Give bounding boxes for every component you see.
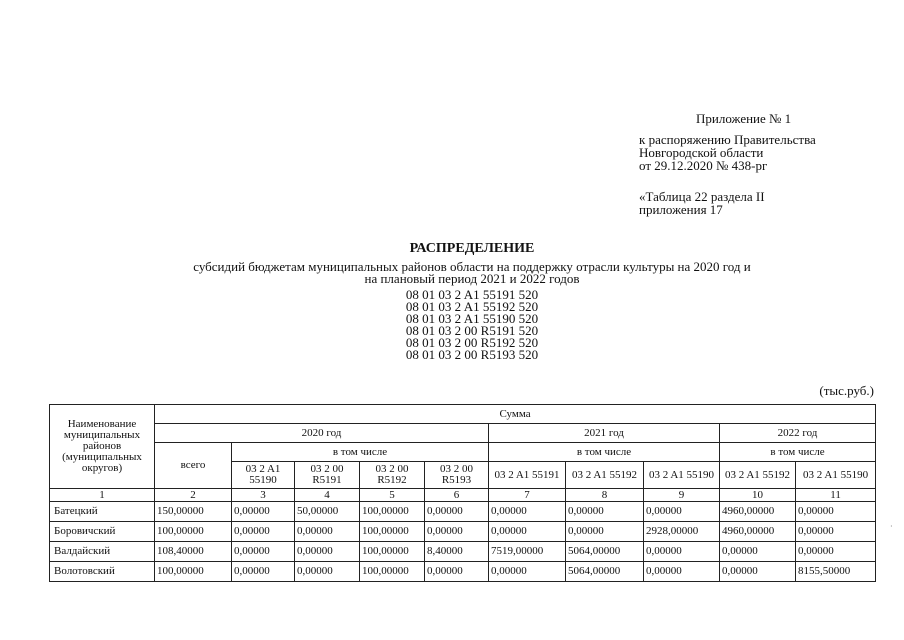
column-number: 7 — [489, 489, 566, 502]
year-2020-header: 2020 год — [155, 424, 489, 443]
sum-header: Сумма — [155, 405, 876, 424]
amount-cell: 100,00000 — [360, 562, 425, 582]
amount-cell: 0,00000 — [720, 542, 796, 562]
budget-code: 08 01 03 2 00 R5192 520 — [405, 335, 539, 350]
table-row — [50, 542, 876, 562]
amount-cell: 0,00000 — [425, 502, 489, 522]
amount-cell: 4960,00000 — [720, 522, 796, 542]
amount-cell: 0,00000 — [232, 522, 295, 542]
column-number: 2 — [155, 489, 232, 502]
distribution-table — [49, 404, 876, 582]
amount-cell: 100,00000 — [360, 522, 425, 542]
amount-cell: 100,00000 — [360, 542, 425, 562]
column-number: 11 — [796, 489, 876, 502]
code-header: 03 2 A1 55192 — [566, 462, 644, 489]
amount-cell: 0,00000 — [796, 542, 876, 562]
amount-cell: 8,40000 — [425, 542, 489, 562]
amount-cell: 0,00000 — [644, 502, 720, 522]
appendix-number: Приложение № 1 — [696, 111, 792, 126]
table-row — [50, 502, 876, 522]
appendix-block — [639, 112, 816, 216]
subtitle-line: субсидий бюджетам муниципальных районов области на поддержку отрасли культуры на 2020 год и — [193, 259, 751, 274]
order-line: от 29.12.2020 № 438-рг — [639, 158, 768, 173]
column-number-row — [50, 489, 876, 502]
table-row — [50, 522, 876, 542]
amount-cell: 0,00000 — [232, 562, 295, 582]
year-2021-header: 2021 год — [489, 424, 720, 443]
amount-cell: 7519,00000 — [489, 542, 566, 562]
amount-cell: 0,00000 — [232, 502, 295, 522]
amount-cell: 0,00000 — [566, 502, 644, 522]
scan-speck: · — [890, 522, 893, 531]
amount-cell: 0,00000 — [644, 562, 720, 582]
units-label: (тыс.руб.) — [819, 383, 874, 398]
amount-cell: 100,00000 — [155, 562, 232, 582]
column-number: 1 — [50, 489, 155, 502]
code-header: 03 2 A1 55190 — [644, 462, 720, 489]
order-line: Новгородской области — [639, 145, 764, 160]
amount-cell: 4960,00000 — [720, 502, 796, 522]
amount-cell: 150,00000 — [155, 502, 232, 522]
budget-code: 08 01 03 2 00 R5193 520 — [405, 347, 539, 362]
amount-cell: 0,00000 — [644, 542, 720, 562]
amount-cell: 2928,00000 — [644, 522, 720, 542]
amount-cell: 0,00000 — [295, 542, 360, 562]
district-name: Боровичский — [50, 522, 155, 542]
table-ref-line: приложения 17 — [639, 202, 723, 217]
budget-code: 08 01 03 2 A1 55192 520 — [405, 299, 539, 314]
budget-code: 08 01 03 2 00 R5191 520 — [405, 323, 539, 338]
subtitle-line: на плановый период 2021 и 2022 годов — [364, 271, 580, 286]
column-number: 4 — [295, 489, 360, 502]
title-subtitle — [0, 261, 904, 285]
amount-cell: 0,00000 — [232, 542, 295, 562]
budget-codes — [0, 289, 904, 361]
code-header: 03 2 00 R5192 — [360, 462, 425, 489]
amount-cell: 8155,50000 — [796, 562, 876, 582]
amount-cell: 0,00000 — [425, 522, 489, 542]
including-header: в том числе — [489, 443, 720, 462]
amount-cell: 0,00000 — [796, 522, 876, 542]
column-number: 9 — [644, 489, 720, 502]
title-block — [0, 240, 904, 361]
document-title: РАСПРЕДЕЛЕНИЕ — [409, 241, 535, 256]
column-number: 6 — [425, 489, 489, 502]
district-name-header: Наименование муниципальных районов (муниципальных округов) — [50, 405, 155, 489]
district-name: Валдайский — [50, 542, 155, 562]
including-header: в том числе — [720, 443, 876, 462]
budget-code: 08 01 03 2 A1 55191 520 — [405, 287, 539, 302]
column-number: 10 — [720, 489, 796, 502]
year-2022-header: 2022 год — [720, 424, 876, 443]
amount-cell: 50,00000 — [295, 502, 360, 522]
code-header: 03 2 00 R5191 — [295, 462, 360, 489]
amount-cell: 100,00000 — [155, 522, 232, 542]
district-name: Волотовский — [50, 562, 155, 582]
amount-cell: 5064,00000 — [566, 562, 644, 582]
code-header: 03 2 A1 55190 — [796, 462, 876, 489]
budget-code: 08 01 03 2 A1 55190 520 — [405, 311, 539, 326]
district-name: Батецкий — [50, 502, 155, 522]
total-header: всего — [155, 443, 232, 489]
amount-cell: 100,00000 — [360, 502, 425, 522]
order-line: к распоряжению Правительства — [639, 132, 816, 147]
column-number: 8 — [566, 489, 644, 502]
amount-cell: 0,00000 — [489, 502, 566, 522]
amount-cell: 0,00000 — [796, 502, 876, 522]
amount-cell: 0,00000 — [720, 562, 796, 582]
amount-cell: 5064,00000 — [566, 542, 644, 562]
code-header: 03 2 A1 55190 — [232, 462, 295, 489]
amount-cell: 0,00000 — [295, 562, 360, 582]
amount-cell: 0,00000 — [566, 522, 644, 542]
amount-cell: 0,00000 — [489, 562, 566, 582]
amount-cell: 0,00000 — [425, 562, 489, 582]
code-header: 03 2 A1 55192 — [720, 462, 796, 489]
code-header: 03 2 A1 55191 — [489, 462, 566, 489]
including-header: в том числе — [232, 443, 489, 462]
amount-cell: 108,40000 — [155, 542, 232, 562]
column-number: 5 — [360, 489, 425, 502]
amount-cell: 0,00000 — [489, 522, 566, 542]
table-row — [50, 562, 876, 582]
column-number: 3 — [232, 489, 295, 502]
amount-cell: 0,00000 — [295, 522, 360, 542]
code-header: 03 2 00 R5193 — [425, 462, 489, 489]
table-ref-line: «Таблица 22 раздела II — [639, 189, 765, 204]
